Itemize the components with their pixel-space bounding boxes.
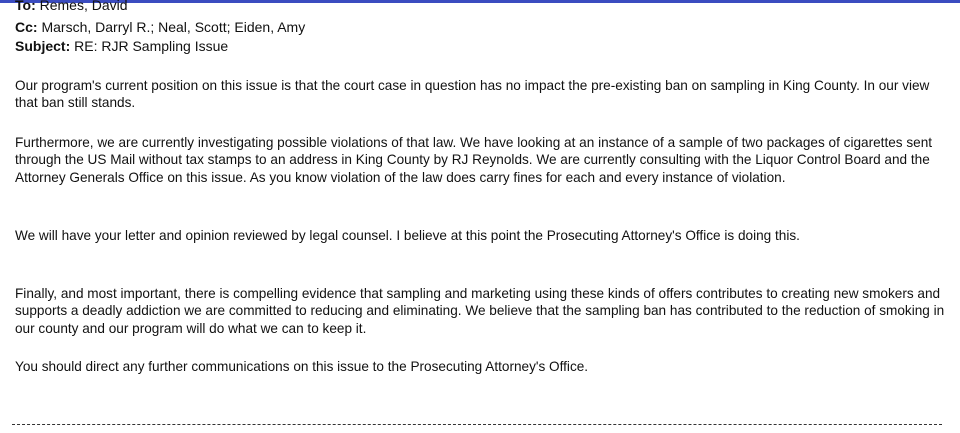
body-paragraph-5: You should direct any further communications on this issue to the Prosecuting Attorney's Office. [15,359,589,374]
body-paragraph-4: Finally, and most important, there is compelling evidence that sampling and marketing using these kinds of offers contributes to creating new smokers and supports a deadly addiction we are committed to reducing and eliminating. We believe that the sampling ban has contributed to the reduction of smoking in our county and our program will do what we can to keep it. [15,286,945,336]
to-label: To: [15,0,36,13]
body-paragraph-2: Furthermore, we are currently investigating possible violations of that law. We have looking at an instance of a sample of two packages of cigarettes sent through the US Mail without tax stamps to an address in King County by RJ Reynolds. We are currently consulting with the Liquor Control Board and the Attorney Generals Office on this issue. As you know violation of the law does carry fines for each and every instance of violation. [15,135,933,185]
body-paragraph-3: We will have your letter and opinion reviewed by legal counsel. I believe at this point the Prosecuting Attorney's Office is doing this. [15,228,800,243]
window-top-border [0,0,960,3]
signature-separator [12,424,942,425]
subject-value: RE: RJR Sampling Issue [74,38,229,54]
subject-line [15,37,228,55]
to-value: Remes, David [39,0,128,13]
cc-label: Cc: [15,19,38,35]
body-paragraph-1: Our program's current position on this issue is that the court case in question has no impact the pre-existing ban on sampling in King County. In our view that ban still stands. [15,78,930,111]
cc-value: Marsch, Darryl R.; Neal, Scott; Eiden, Amy [41,19,306,35]
cc-line [15,18,305,36]
to-line [15,0,128,14]
subject-label: Subject: [15,38,71,54]
